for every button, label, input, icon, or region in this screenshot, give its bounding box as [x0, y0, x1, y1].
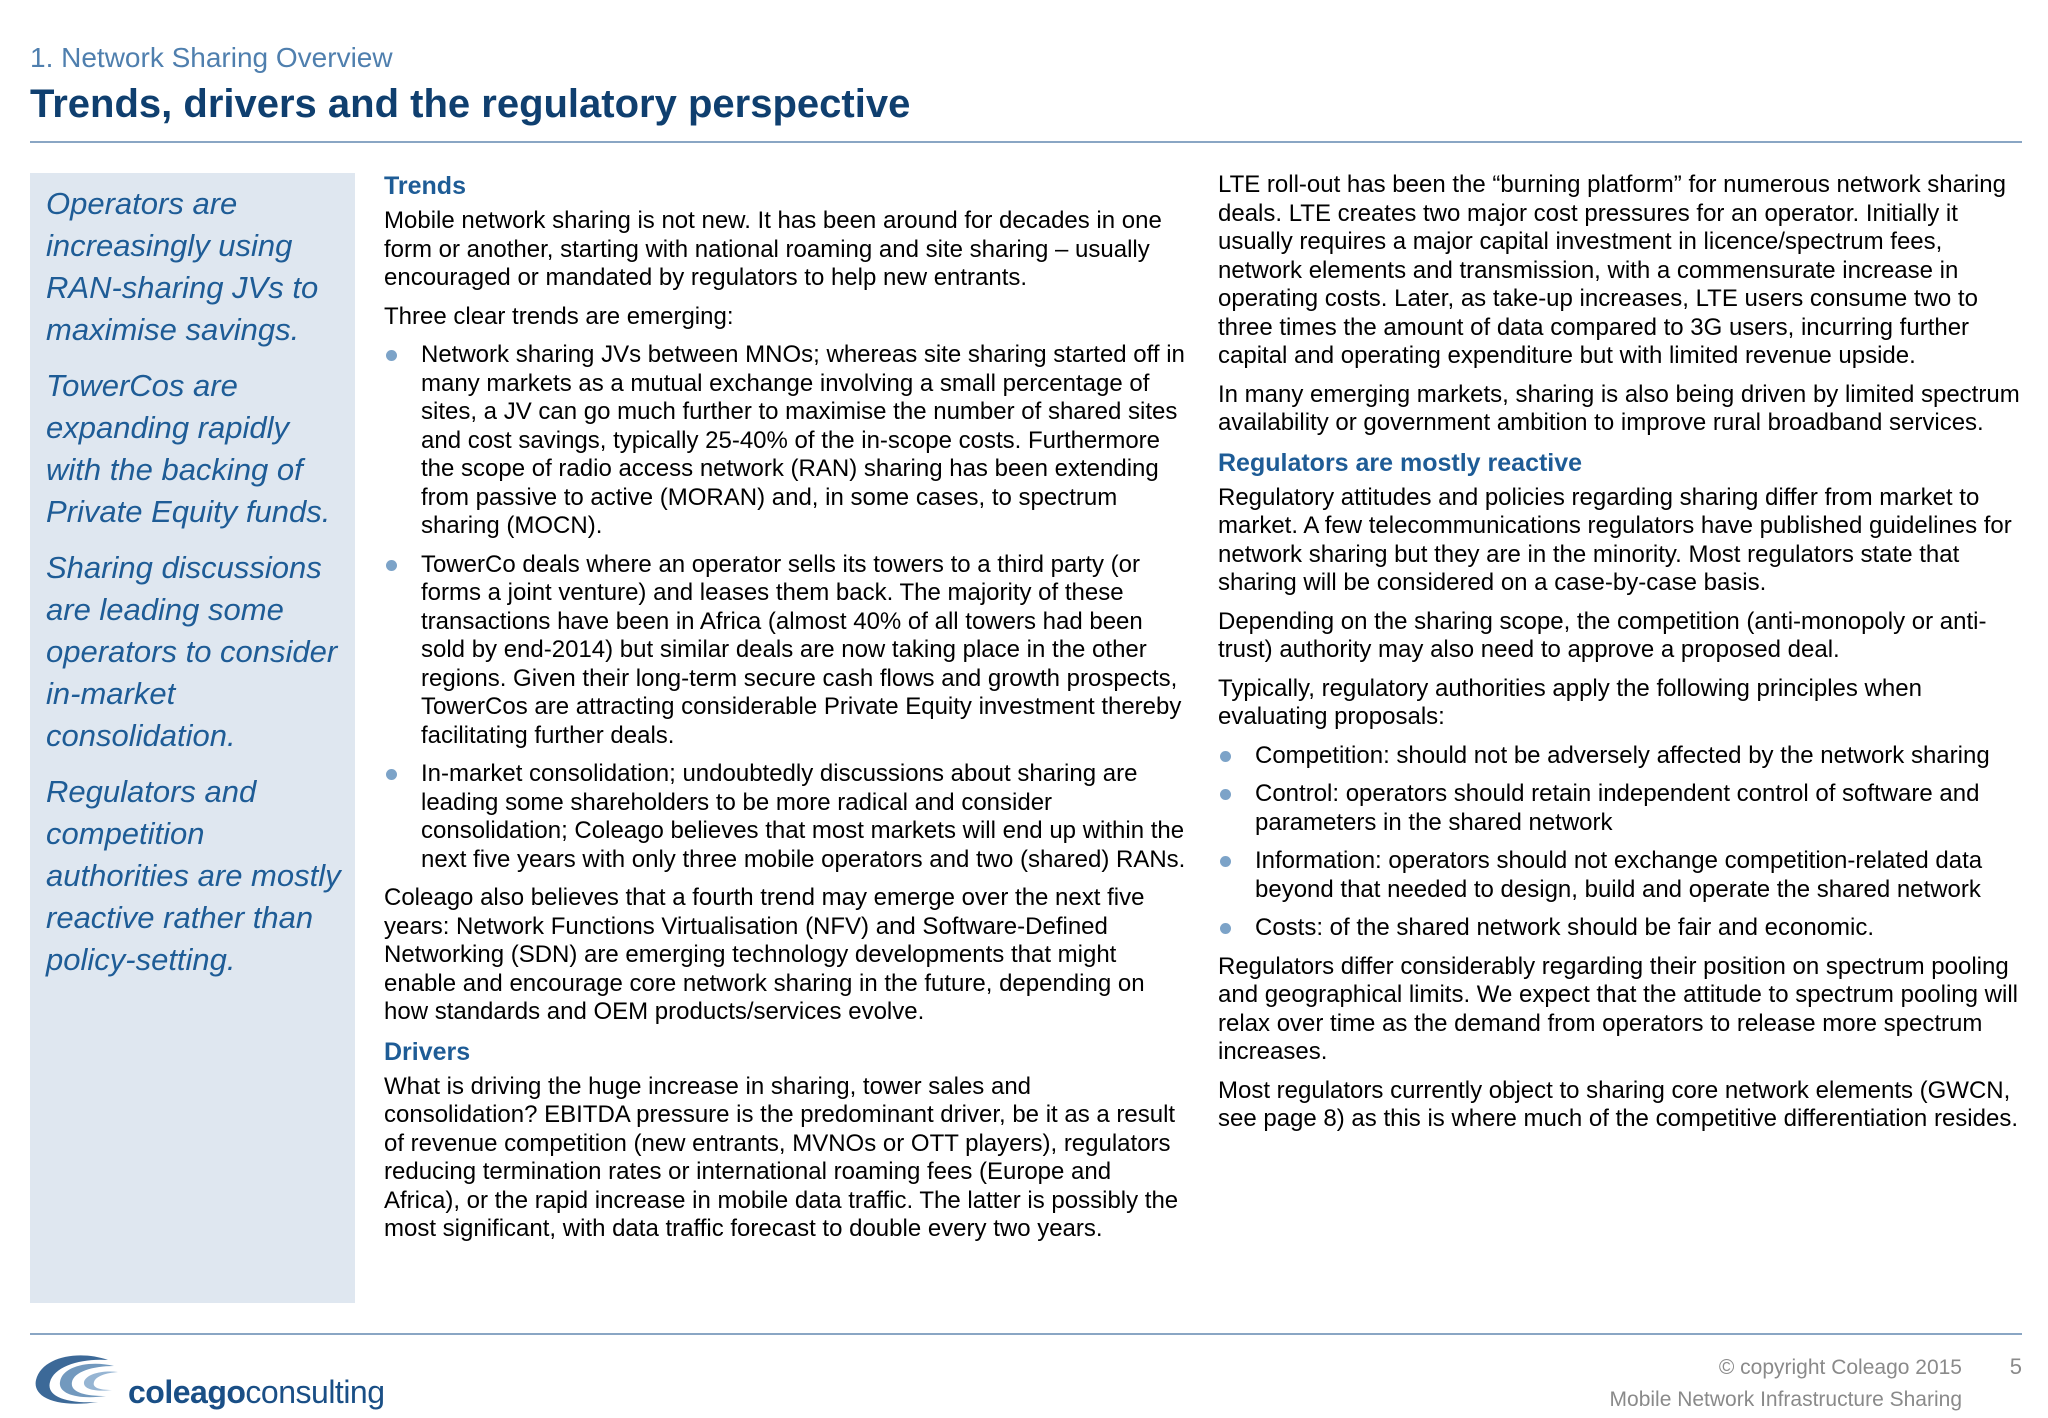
- trends-heading: Trends: [384, 172, 466, 200]
- trends-lead-paragraph: Three clear trends are emerging:: [384, 302, 734, 330]
- competition-authority-paragraph: Depending on the sharing scope, the competition (anti-monopoly or anti-trust) authority may also need to approve a proposed deal.: [1218, 607, 1987, 663]
- middle-column: [384, 171, 1190, 1254]
- bullet-icon: [386, 350, 397, 361]
- list-item: [384, 760, 1190, 874]
- bullet-icon: [1220, 923, 1231, 934]
- key-messages-sidebar: [30, 173, 355, 1303]
- trends-list: [384, 341, 1190, 874]
- drivers-paragraph: What is driving the huge increase in sharing, tower sales and consolidation? EBITDA pressure is the predominant driver, be it as a result of revenue competition (new entrants, MVNOs or OTT players), regulators reducing termination rates or international roaming fees (Europe and Africa), or the rapid increase in mobile data traffic. The latter is possibly the most significant, with data traffic forecast to double every two years.: [384, 1072, 1179, 1242]
- footer-divider: [30, 1333, 2022, 1335]
- company-logo: [28, 1346, 385, 1414]
- list-item-text: Control: operators should retain independent control of software and parameters in the shared network: [1255, 780, 1980, 836]
- copyright-text: © copyright Coleago 2015: [1718, 1356, 1962, 1379]
- emerging-markets-paragraph: In many emerging markets, sharing is also being driven by limited spectrum availability or government ambition to improve rural broadband services.: [1218, 380, 2020, 436]
- regulatory-attitudes-paragraph: Regulatory attitudes and policies regarding sharing differ from market to market. A few telecommunications regulators have published guidelines for network sharing but they are in the minority. Most regulators state that sharing will be considered on a case-by-case basis.: [1218, 483, 2012, 596]
- list-item: [1218, 780, 2024, 837]
- page-title: Trends, drivers and the regulatory perspective: [30, 82, 911, 126]
- sidebar-message: Regulators and competition authorities are mostly reactive rather than policy-setting.: [46, 774, 341, 977]
- list-item: [1218, 742, 2024, 771]
- bullet-icon: [386, 769, 397, 780]
- list-item: [384, 341, 1190, 541]
- list-item: [384, 551, 1190, 751]
- lte-paragraph: LTE roll-out has been the “burning platform” for numerous network sharing deals. LTE creates two major cost pressures for an operator. Initially it usually requires a major capital investment in licence/spectrum fees, network elements and transmission, with a commensurate increase in operating costs. Later, as take-up increases, LTE users consume two to three times the amount of data compared to 3G users, incurring further capital and operating expenditure but with limited revenue upside.: [1218, 171, 2006, 369]
- right-column: [1218, 171, 2024, 1144]
- core-network-paragraph: Most regulators currently object to sharing core network elements (GWCN, see page 8) as this is where much of the competitive differentiation resides.: [1218, 1076, 2018, 1132]
- list-item-text: Information: operators should not exchange competition-related data beyond that needed to design, build and operate the shared network: [1255, 847, 1983, 903]
- document-title-footer: Mobile Network Infrastructure Sharing: [1609, 1388, 1962, 1411]
- list-item-text: TowerCo deals where an operator sells its towers to a third party (or forms a joint venture) and leases them back. The majority of these transactions have been in Africa (almost 40% of all towers had been sold by end-2014) but similar deals are now taking place in the other regions. Given their long-term secure cash flows and growth prospects, TowerCos are attracting considerable Private Equity investment thereby facilitating further deals.: [421, 550, 1182, 749]
- bullet-icon: [1220, 751, 1231, 762]
- bullet-icon: [1220, 856, 1231, 867]
- list-item-text: Competition: should not be adversely affected by the network sharing: [1255, 741, 1990, 769]
- logo-wordmark-light: consulting: [245, 1374, 385, 1410]
- trends-intro-paragraph: Mobile network sharing is not new. It has been around for decades in one form or another, starting with national roaming and site sharing – usually encouraged or mandated by regulators to help new entrants.: [384, 207, 1162, 291]
- bullet-icon: [386, 560, 397, 571]
- sidebar-message: Operators are increasingly using RAN-sharing JVs to maximise savings.: [46, 186, 319, 347]
- logo-wordmark-bold: coleago: [128, 1374, 246, 1410]
- sidebar-message: Sharing discussions are leading some operators to consider in-market consolidation.: [46, 550, 338, 753]
- logo-wordmark: [128, 1374, 385, 1411]
- spectrum-pooling-paragraph: Regulators differ considerably regarding their position on spectrum pooling and geographical limits. We expect that the attitude to spectrum pooling will relax over time as the demand from operators to release more spectrum increases.: [1218, 952, 2018, 1065]
- bullet-icon: [1220, 789, 1231, 800]
- header-divider: [30, 141, 2022, 143]
- regulators-heading: Regulators are mostly reactive: [1218, 448, 1583, 477]
- swoosh-logo-icon: [28, 1346, 124, 1414]
- list-item: [1218, 914, 2024, 943]
- principles-list: [1218, 742, 2024, 943]
- list-item-text: Costs: of the shared network should be fair and economic.: [1255, 914, 1875, 941]
- fourth-trend-paragraph: Coleago also believes that a fourth trend may emerge over the next five years: Network Functions Virtualisation (NFV) and Software-Defined Networking (SDN) are emerging technology developments that might enable and encourage core network sharing in the future, depending on how standards and OEM products/services evolve.: [384, 884, 1145, 1025]
- principles-lead-paragraph: Typically, regulatory authorities apply the following principles when evaluating proposals:: [1218, 674, 1922, 730]
- list-item-text: Network sharing JVs between MNOs; whereas site sharing started off in many markets as a mutual exchange involving a small percentage of sites, a JV can go much further to maximise the number of shared sites and cost savings, typically 25-40% of the in-scope costs. Furthermore the scope of radio access network (RAN) sharing has been extending from passive to active (MORAN) and, in some cases, to spectrum sharing (MOCN).: [421, 341, 1185, 539]
- drivers-heading: Drivers: [384, 1037, 471, 1066]
- list-item-text: In-market consolidation; undoubtedly discussions about sharing are leading some shareholders to be more radical and consider consolidation; Coleago believes that most markets will end up within the next five years with only three mobile operators and two (shared) RANs.: [421, 760, 1186, 873]
- section-label: 1. Network Sharing Overview: [30, 42, 393, 73]
- page-number: 5: [2009, 1354, 2022, 1379]
- list-item: [1218, 847, 2024, 904]
- sidebar-message: TowerCos are expanding rapidly with the backing of Private Equity funds.: [46, 368, 331, 529]
